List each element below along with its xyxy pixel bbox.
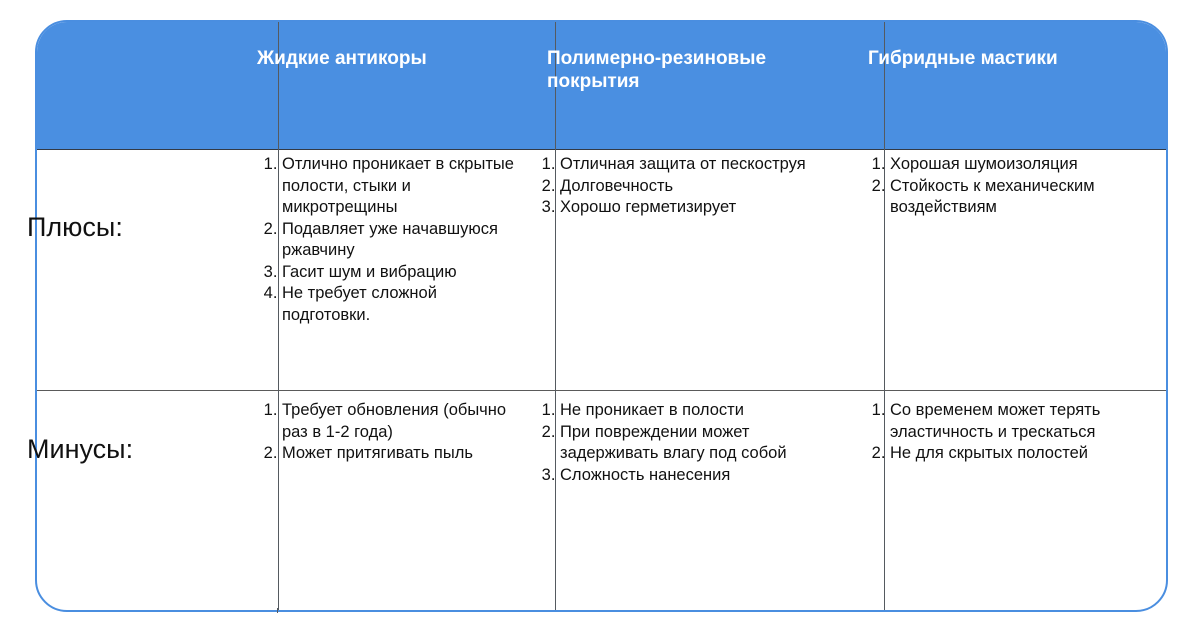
list-item: 1. Отличная защита от пескоструя: [560, 154, 840, 176]
list-item: 1. Не проникает в полости: [560, 400, 840, 422]
pros-polymer-rubber-coatings: [530, 154, 840, 219]
list-item: 2. Стойкость к механическим воздействиям: [890, 176, 1130, 219]
list-item: 1. Со временем может терять эластичность и трескаться: [890, 400, 1130, 443]
pros-liquid-anticorrosives: [252, 154, 517, 326]
column-divider-1-overhang: [277, 608, 278, 613]
column-header-hybrid-mastics: Гибридные мастики: [868, 48, 1058, 69]
cons-hybrid-mastics: [860, 400, 1130, 465]
list-item: 3. Хорошо герметизирует: [560, 197, 840, 219]
column-header-liquid-anticorrosives: Жидкие антикоры: [257, 48, 427, 69]
list-item: 2. Долговечность: [560, 176, 840, 198]
cons-polymer-rubber-coatings: [530, 400, 840, 486]
row-label-pros: Плюсы:: [27, 212, 123, 242]
list-item: 2. Не для скрытых полостей: [890, 443, 1130, 465]
list-item: 3. Сложность нанесения: [560, 465, 840, 487]
cons-liquid-anticorrosives: [252, 400, 517, 465]
list-item: 1. Требует обновления (обычно раз в 1-2 года): [282, 400, 517, 443]
list-item: 4. Не требует сложной подготовки.: [282, 283, 517, 326]
row-divider: [37, 390, 1166, 391]
pros-hybrid-mastics: [860, 154, 1130, 219]
list-item: 2. Может притягивать пыль: [282, 443, 517, 465]
column-header-polymer-rubber-coatings: Полимерно-резиновые покрытия: [547, 48, 767, 92]
row-label-cons: Минусы:: [27, 434, 134, 464]
header-divider: [37, 149, 1166, 150]
list-item: 1. Отлично проникает в скрытые полости, стыки и микротрещины: [282, 154, 517, 219]
list-item: 2. При повреждении может задерживать влагу под собой: [560, 422, 840, 465]
list-item: 2. Подавляет уже начавшуюся ржавчину: [282, 219, 517, 262]
list-item: 3. Гасит шум и вибрацию: [282, 262, 517, 284]
list-item: 1. Хорошая шумоизоляция: [890, 154, 1130, 176]
